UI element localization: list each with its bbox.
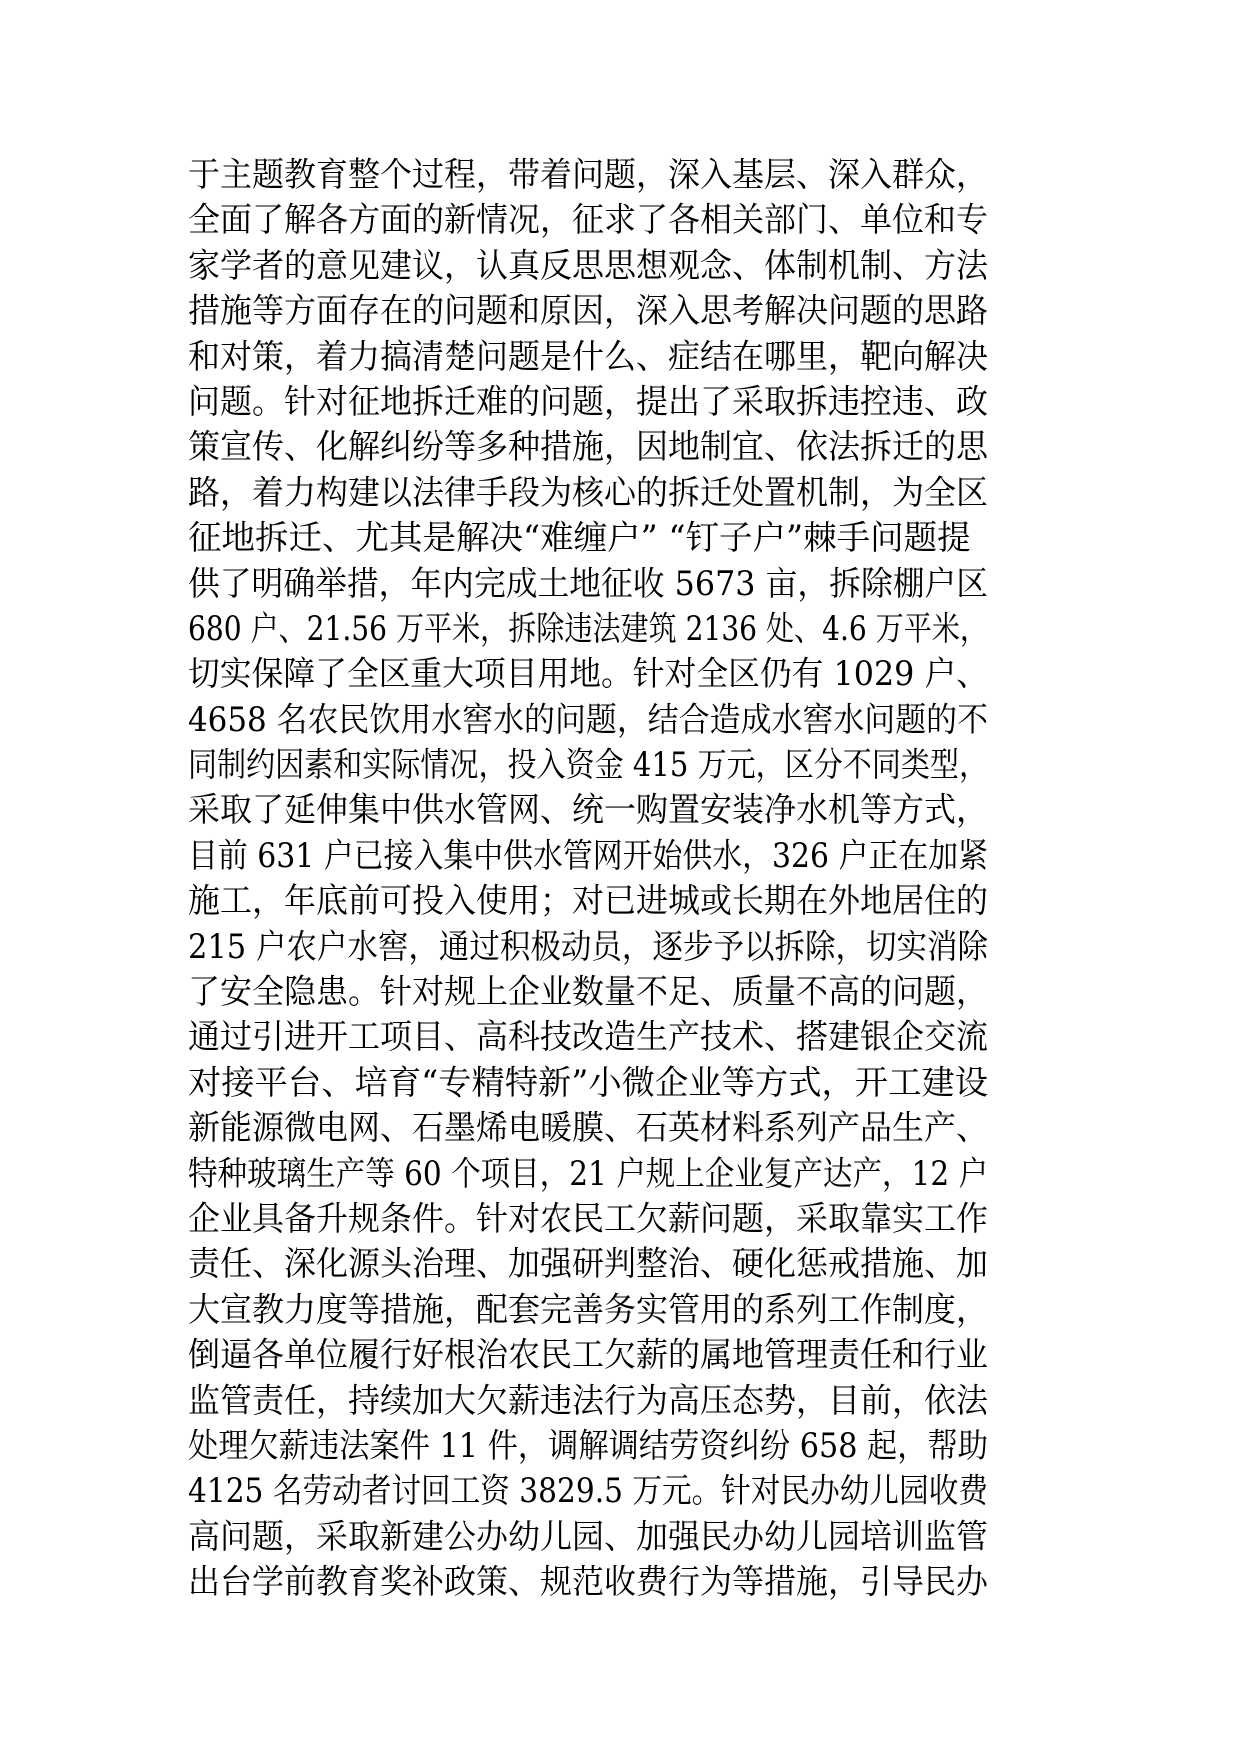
text-line: 切实保障了全区重大项目用地。针对全区仍有 1029 户、: [188, 654, 989, 694]
text-line: 施工，年底前可投入使用；对已进城或长期在外地居住的: [188, 881, 988, 921]
text-line: 企业具备升规条件。针对农民工欠薪问题，采取靠实工作: [188, 1198, 988, 1238]
text-line: 策宣传、化解纠纷等多种措施，因地制宜、依法拆迁的思: [188, 427, 988, 467]
text-line: 4125 名劳动者讨回工资 3829.5 万元。针对民办幼儿园收费: [188, 1471, 988, 1511]
text-line: 倒逼各单位履行好根治农民工欠薪的属地管理责任和行业: [188, 1335, 988, 1375]
text-line: 出台学前教育奖补政策、规范收费行为等措施，引导民办: [188, 1562, 988, 1602]
text-line: 通过引进开工项目、高科技改造生产技术、搭建银企交流: [188, 1017, 988, 1057]
text-line: 责任、深化源头治理、加强研判整治、硬化惩戒措施、加: [188, 1244, 988, 1284]
text-line: 监管责任，持续加大欠薪违法行为高压态势，目前，依法: [188, 1380, 988, 1420]
text-line: 同制约因素和实际情况，投入资金 415 万元，区分不同类型，: [188, 745, 989, 785]
text-line: 高问题，采取新建公办幼儿园、加强民办幼儿园培训监管: [188, 1516, 988, 1556]
text-line: 问题。针对征地拆迁难的问题，提出了采取拆违控违、政: [188, 381, 988, 421]
text-line: 处理欠薪违法案件 11 件，调解调结劳资纠纷 658 起，帮助: [188, 1425, 989, 1465]
text-line: 采取了延伸集中供水管网、统一购置安装净水机等方式，: [188, 790, 988, 830]
text-line: 征地拆迁、尤其是解决“难缠户” “钉子户”棘手问题提: [188, 518, 971, 558]
text-line: 措施等方面存在的问题和原因，深入思考解决问题的思路: [188, 291, 988, 331]
text-line: 和对策，着力搞清楚问题是什么、症结在哪里，靶向解决: [188, 336, 988, 376]
text-line: 家学者的意见建议，认真反思思想观念、体制机制、方法: [188, 245, 988, 285]
text-line: 供了明确举措，年内完成土地征收 5673 亩，拆除棚户区: [188, 563, 989, 603]
text-line: 对接平台、培育“专精特新”小微企业等方式，开工建设: [188, 1062, 989, 1102]
text-line: 新能源微电网、石墨烯电暖膜、石英材料系列产品生产、: [188, 1108, 988, 1148]
text-line: 了安全隐患。针对规上企业数量不足、质量不高的问题，: [188, 972, 988, 1012]
text-line: 路，着力构建以法律手段为核心的拆迁处置机制，为全区: [188, 472, 988, 512]
text-line: 特种玻璃生产等 60 个项目，21 户规上企业复产达产，12 户: [188, 1153, 989, 1193]
body-text: [188, 152, 1088, 1605]
text-line: 4658 名农民饮用水窖水的问题，结合造成水窖水问题的不: [188, 699, 989, 739]
text-line: 于主题教育整个过程，带着问题，深入基层、深入群众，: [188, 155, 988, 194]
text-line: 全面了解各方面的新情况，征求了各相关部门、单位和专: [188, 200, 988, 240]
text-line: 目前 631 户已接入集中供水管网开始供水，326 户正在加紧: [188, 835, 988, 875]
text-line: 680 户、21.56 万平米，拆除违法建筑 2136 处、4.6 万平米，: [188, 608, 988, 648]
text-line: 215 户农户水窖，通过积极动员，逐步予以拆除，切实消除: [188, 926, 988, 966]
text-line: 大宣教力度等措施，配套完善务实管用的系列工作制度，: [188, 1289, 988, 1329]
